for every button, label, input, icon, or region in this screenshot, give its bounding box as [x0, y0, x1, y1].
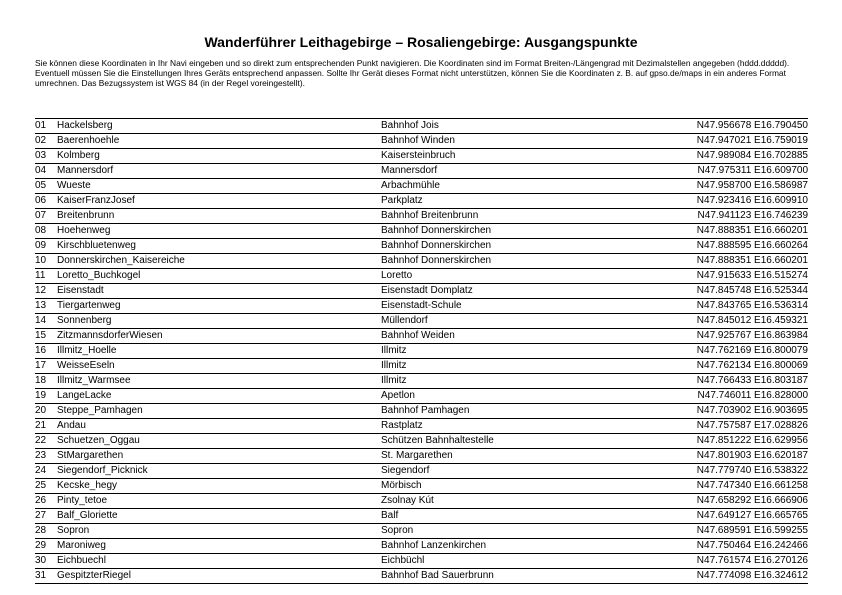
row-number: 05	[35, 180, 47, 191]
starting-point: Bahnhof Lanzenkirchen	[381, 540, 487, 551]
coordinates: N47.774098 E16.324612	[696, 570, 808, 581]
coordinates: N47.975311 E16.609700	[697, 165, 808, 176]
table-row	[35, 164, 808, 179]
coordinates: N47.888351 E16.660201	[696, 225, 808, 236]
starting-point: Mörbisch	[381, 480, 422, 491]
row-number: 27	[35, 510, 47, 521]
coordinates: N47.925767 E16.863984	[696, 330, 808, 341]
route-name: Donnerskirchen_Kaisereiche	[57, 255, 185, 266]
table-row	[35, 284, 808, 299]
coordinates: N47.747340 E16.661258	[696, 480, 808, 491]
row-number: 08	[35, 225, 47, 236]
coordinates: N47.766433 E16.803187	[696, 375, 808, 386]
coordinates: N47.750464 E16.242466	[696, 540, 808, 551]
table-row	[35, 479, 808, 494]
route-name: Sonnenberg	[57, 315, 112, 326]
row-number: 12	[35, 285, 47, 296]
table-row	[35, 494, 808, 509]
row-number: 22	[35, 435, 47, 446]
row-number: 28	[35, 525, 47, 536]
row-number: 16	[35, 345, 47, 356]
table-row	[35, 329, 808, 344]
coordinates: N47.888595 E16.660264	[696, 240, 808, 251]
intro-text	[35, 58, 810, 89]
table-row	[35, 134, 808, 149]
table-row	[35, 404, 808, 419]
route-name: Steppe_Pamhagen	[57, 405, 143, 416]
table-row	[35, 449, 808, 464]
table-row	[35, 269, 808, 284]
starting-point: Rastplatz	[381, 420, 423, 431]
table-row	[35, 524, 808, 539]
starting-point: Bahnhof Donnerskirchen	[381, 225, 492, 236]
coordinates: N47.956678 E16.790450	[696, 120, 808, 131]
table-row	[35, 239, 808, 254]
coordinates: N47.923416 E16.609910	[696, 195, 808, 206]
route-name: Eisenstadt	[57, 285, 104, 296]
starting-point: Bahnhof Weiden	[381, 330, 455, 341]
route-name: Tiergartenweg	[57, 300, 121, 311]
table-row	[35, 509, 808, 524]
row-number: 01	[35, 120, 47, 131]
route-name: Sopron	[57, 525, 90, 536]
route-name: Illmitz_Warmsee	[57, 375, 131, 386]
coordinates: N47.843765 E16.536314	[696, 300, 808, 311]
row-number: 14	[35, 315, 47, 326]
starting-point: Bahnhof Pamhagen	[381, 405, 470, 416]
row-number: 25	[35, 480, 47, 491]
coordinates: N47.845748 E16.525344	[696, 285, 808, 296]
row-number: 06	[35, 195, 47, 206]
route-name: Eichbuechl	[57, 555, 106, 566]
route-name: Baerenhoehle	[57, 135, 120, 146]
table-row	[35, 464, 808, 479]
table-row	[35, 389, 808, 404]
row-number: 24	[35, 465, 47, 476]
row-number: 31	[35, 570, 47, 581]
table-row	[35, 149, 808, 164]
starting-point: Bahnhof Donnerskirchen	[381, 240, 492, 251]
table-row	[35, 359, 808, 374]
route-name: Kirschbluetenweg	[57, 240, 136, 251]
starting-point: Illmitz	[381, 360, 407, 371]
coordinates: N47.762169 E16.800079	[696, 345, 808, 356]
route-name: Andau	[57, 420, 86, 431]
starting-point: Parkplatz	[381, 195, 423, 206]
starting-point: Schützen Bahnhaltestelle	[381, 435, 494, 446]
coordinates: N47.915633 E16.515274	[696, 270, 808, 281]
starting-point: Illmitz	[381, 345, 407, 356]
route-name: ZitzmannsdorferWiesen	[57, 330, 163, 341]
route-name: Wueste	[57, 180, 91, 191]
row-number: 26	[35, 495, 47, 506]
row-number: 15	[35, 330, 47, 341]
route-name: Breitenbrunn	[57, 210, 115, 221]
row-number: 29	[35, 540, 47, 551]
coordinates: N47.947021 E16.759019	[696, 135, 808, 146]
starting-point: Kaisersteinbruch	[381, 150, 456, 161]
coordinates: N47.649127 E16.665765	[696, 510, 808, 521]
starting-point: Bahnhof Donnerskirchen	[381, 255, 492, 266]
row-number: 30	[35, 555, 47, 566]
starting-point: Bahnhof Winden	[381, 135, 455, 146]
starting-point: Eisenstadt Domplatz	[381, 285, 473, 296]
table-row	[35, 314, 808, 329]
coordinates: N47.779740 E16.538322	[696, 465, 808, 476]
route-name: KaiserFranzJosef	[57, 195, 135, 206]
table-row	[35, 554, 808, 569]
table-row	[35, 179, 808, 194]
starting-point: Mannersdorf	[381, 165, 438, 176]
starting-point: Bahnhof Breitenbrunn	[381, 210, 479, 221]
coordinates: N47.989084 E16.702885	[696, 150, 808, 161]
starting-point: Bahnhof Bad Sauerbrunn	[381, 570, 494, 581]
row-number: 11	[35, 270, 46, 281]
row-number: 19	[35, 390, 47, 401]
route-name: LangeLacke	[57, 390, 112, 401]
coordinates: N47.746011 E16.828000	[697, 390, 808, 401]
coordinates: N47.757587 E17.028826	[696, 420, 808, 431]
route-name: Mannersdorf	[57, 165, 114, 176]
table-row	[35, 374, 808, 389]
coordinates: N47.703902 E16.903695	[696, 405, 808, 416]
table-row	[35, 224, 808, 239]
starting-point: Loretto	[381, 270, 413, 281]
table-row	[35, 299, 808, 314]
table-row	[35, 194, 808, 209]
starting-points-table	[35, 118, 808, 584]
starting-point: Apetlon	[381, 390, 415, 401]
coordinates: N47.762134 E16.800069	[696, 360, 808, 371]
route-name: Kolmberg	[57, 150, 100, 161]
route-name: Siegendorf_Picknick	[57, 465, 148, 476]
table-row	[35, 344, 808, 359]
row-number: 09	[35, 240, 47, 251]
table-row	[35, 419, 808, 434]
row-number: 18	[35, 375, 47, 386]
row-number: 13	[35, 300, 47, 311]
coordinates: N47.851222 E16.629956	[696, 435, 808, 446]
route-name: Hoehenweg	[57, 225, 111, 236]
page-title: Wanderführer Leithagebirge – Rosaliengebirge: Ausgangspunkte	[204, 34, 638, 50]
starting-point: St. Margarethen	[381, 450, 453, 461]
starting-point: Müllendorf	[381, 315, 428, 326]
row-number: 04	[35, 165, 47, 176]
route-name: Kecske_hegy	[57, 480, 118, 491]
starting-point: Eisenstadt-Schule	[381, 300, 462, 311]
intro-paragraph: Sie können diese Koordinaten in Ihr Navi eingeben und so direkt zum entsprechenden Punkt navigieren. Die Koordinaten sind im Format Breiten-/Längengrad mit Dezimalstellen angegeben (hddd.ddddd).	[35, 58, 790, 68]
table-row	[35, 209, 808, 224]
coordinates: N47.689591 E16.599255	[696, 525, 808, 536]
intro-paragraph: Eventuell müssen Sie die Einstellungen Ihres Geräts entsprechend anpassen. Sollte Ihr Gerät dieses Format nicht unterstützen, können Sie die Koordinaten z. B. auf gpso.de/maps in ein anderes Format umrechnen. Das Bezugssystem ist WGS 84 (in der Regel voreingestellt).	[35, 68, 786, 89]
table-row	[35, 119, 808, 134]
route-name: Pinty_tetoe	[57, 495, 108, 506]
starting-point: Zsolnay Kút	[381, 495, 434, 506]
table-row	[35, 434, 808, 449]
table-row	[35, 254, 808, 269]
table-row	[35, 539, 808, 554]
route-name: Loretto_Buchkogel	[57, 270, 141, 281]
row-number: 02	[35, 135, 47, 146]
route-name: Illmitz_Hoelle	[57, 345, 117, 356]
starting-point: Illmitz	[381, 375, 407, 386]
route-name: Balf_Gloriette	[57, 510, 118, 521]
starting-point: Eichbüchl	[381, 555, 425, 566]
row-number: 03	[35, 150, 47, 161]
starting-point: Balf	[381, 510, 399, 521]
coordinates: N47.845012 E16.459321	[696, 315, 808, 326]
route-name: Hackelsberg	[57, 120, 113, 131]
coordinates: N47.888351 E16.660201	[696, 255, 808, 266]
coordinates: N47.941123 E16.746239	[697, 210, 808, 221]
row-number: 20	[35, 405, 47, 416]
coordinates: N47.761574 E16.270126	[696, 555, 808, 566]
starting-point: Siegendorf	[381, 465, 430, 476]
row-number: 07	[35, 210, 47, 221]
route-name: Maroniweg	[57, 540, 106, 551]
starting-point: Bahnhof Jois	[381, 120, 439, 131]
route-name: GespitzterRiegel	[57, 570, 131, 581]
starting-point: Sopron	[381, 525, 414, 536]
coordinates: N47.658292 E16.666906	[696, 495, 808, 506]
starting-point: Arbachmühle	[381, 180, 440, 191]
row-number: 23	[35, 450, 47, 461]
table-row	[35, 569, 808, 584]
route-name: WeisseEseln	[57, 360, 115, 371]
route-name: StMargarethen	[57, 450, 124, 461]
row-number: 17	[35, 360, 47, 371]
coordinates: N47.801903 E16.620187	[696, 450, 808, 461]
coordinates: N47.958700 E16.586987	[696, 180, 808, 191]
row-number: 21	[35, 420, 47, 431]
row-number: 10	[35, 255, 47, 266]
route-name: Schuetzen_Oggau	[57, 435, 140, 446]
